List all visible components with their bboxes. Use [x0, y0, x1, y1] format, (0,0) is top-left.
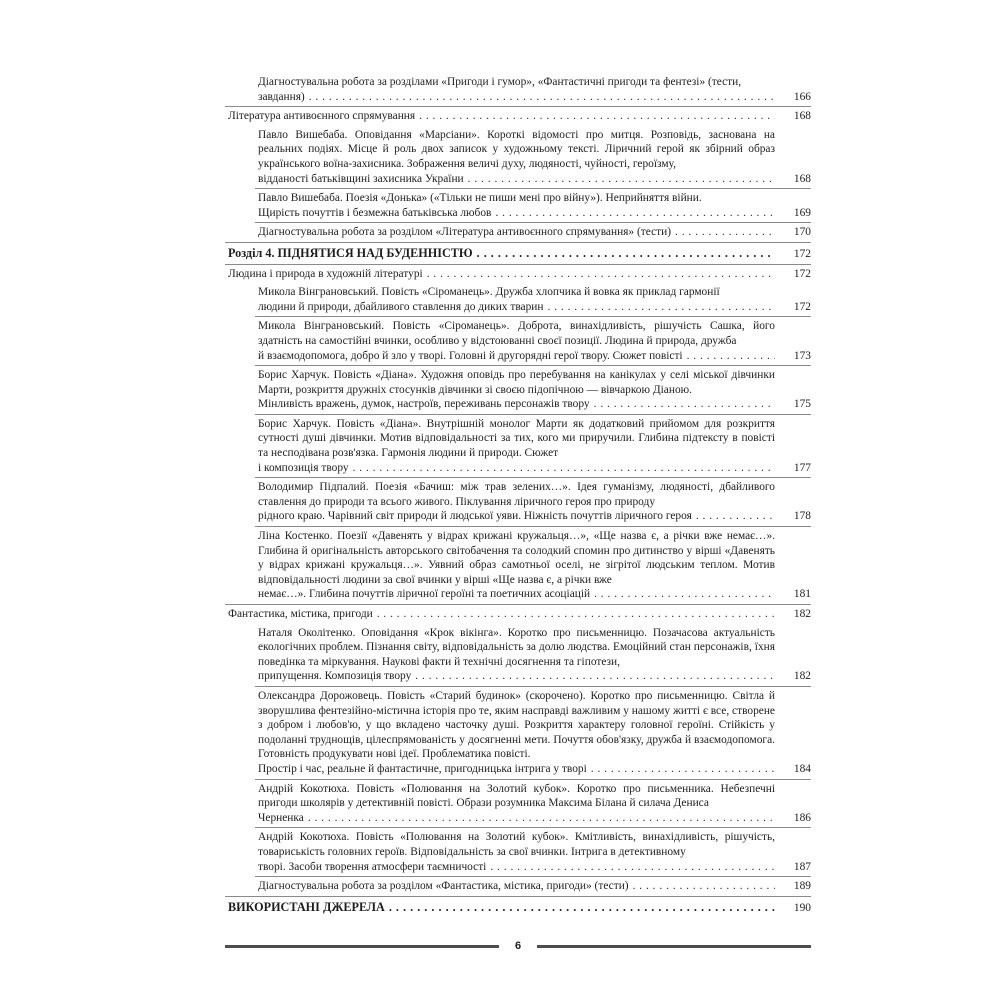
- toc-entry-last-line: Фантастика, містика, пригоди: [228, 608, 373, 620]
- toc-item-entry[interactable]: [225, 283, 811, 316]
- toc-page-number: 172: [793, 300, 811, 313]
- toc-entry-title-leader: [228, 607, 775, 622]
- toc-page-number: 182: [793, 670, 811, 683]
- toc-page-number: 190: [793, 901, 811, 914]
- toc-entry-title-leader: [258, 90, 775, 105]
- page-footer: [225, 938, 811, 954]
- toc-page-number: 178: [793, 510, 811, 523]
- toc-page-number: 182: [793, 608, 811, 620]
- toc-entry-title-leader: [258, 860, 775, 875]
- toc-page-number: 184: [793, 762, 811, 775]
- toc-item-entry[interactable]: [255, 316, 811, 365]
- toc-entry-title-leader: [228, 109, 775, 124]
- toc-item-entry[interactable]: [255, 477, 811, 526]
- toc-page-number: 187: [793, 860, 811, 873]
- toc-entry-text: Андрій Кокотюха. Повість «Полювання на Золотий кубок». Коротко про письменника. Небезпечні пригоди школярів у детективній повісті. Образи розумника Максима Білана й силача Дениса: [258, 782, 775, 810]
- toc-page-number: 181: [793, 588, 811, 601]
- toc-entry-text: Олександра Дорожовець. Повість «Старий будинок» (скорочено). Коротко про письменницю. Світла й зворушлива фентезійно-містична історія про те, яким насправді важливим у нашому житті є все, створене з добром і любов'ю, у що вкладено часточку душі. Розкриття характеру головної героїні. Стійкість у подоланні труднощів, цілеспрямованість у досягненні мети. Почуття обов'язку, дружба й взаємодопомога. Готовність продукувати нові ідеї. Проблематика повісті.: [258, 689, 775, 761]
- toc-entry-last-line: ВИКОРИСТАНІ ДЖЕРЕЛА: [228, 899, 385, 914]
- toc-page-number: 189: [793, 880, 811, 893]
- toc-entry-last-line: Щирість почуттів і безмежна батьківська любов: [258, 206, 492, 219]
- toc-item-entry[interactable]: [255, 779, 811, 828]
- toc-entry-title-leader: [228, 900, 775, 915]
- toc-entry-title-leader: [258, 206, 775, 221]
- toc-entry-title-leader: [258, 509, 775, 524]
- toc-entry-text: Павло Вишебаба. Поезія «Донька» («Тільки не пиши мені про війну»). Неприйняття війни.: [258, 192, 702, 205]
- toc-entry-title-leader: [258, 461, 775, 476]
- toc-item-entry[interactable]: [255, 526, 811, 604]
- toc-entry-title-leader: [258, 669, 775, 684]
- toc-item-entry[interactable]: [225, 73, 811, 106]
- toc-item-entry[interactable]: [225, 624, 811, 686]
- toc-item-entry[interactable]: [255, 686, 811, 779]
- toc-page-number: 172: [793, 267, 811, 280]
- toc-page-number: 177: [793, 461, 811, 474]
- toc-item-entry[interactable]: [255, 827, 811, 876]
- toc-entry-last-line: завдання): [258, 90, 305, 103]
- toc-item-entry[interactable]: [255, 222, 811, 242]
- toc-entry-text: Андрій Кокотюха. Повість «Полювання на Золотий кубок». Кмітливість, винахідливість, рішучість, товариськість головних героїв. Відповідальність за свої вчинки. Інтрига в детективному: [258, 831, 775, 858]
- footer-rule-right: [537, 945, 811, 948]
- toc-entry-text: Микола Вінграновський. Повість «Сіроманець». Дружба хлопчика й вовка як приклад гармонії: [258, 286, 720, 299]
- toc-entry-last-line: творі. Засоби творення атмосфери таємничості: [258, 860, 487, 873]
- toc-entry-text: Діагностувальна робота за розділами «Пригоди і гумор», «Фантастичні пригоди та фентезі» (тести,: [258, 76, 742, 88]
- toc-entry-title-leader: [258, 811, 775, 826]
- toc-item-entry[interactable]: [255, 365, 811, 414]
- toc-entry-last-line: Мінливість вражень, думок, настроїв, переживань персонажів твору: [258, 398, 590, 411]
- toc-entry-last-line: й взаємодопомога, добро й зло у творі. Головні й другорядні герої твору. Сюжет повісті: [258, 349, 683, 362]
- toc-entry-text: Павло Вишебаба. Оповідання «Марсіани». Короткі відомості про митця. Розповідь, заснована на реальних подіях. Місце й роль двох записок у художньому тексті. Ліричний герой як збірний образ українського воїна-захисника. Зображення величі духу, людяності, чуйності, героїзму,: [258, 128, 775, 170]
- toc-page-number: 173: [793, 349, 811, 362]
- toc-entry-last-line: Діагностувальна робота за розділом «Література антивоєнного спрямування» (тести): [258, 226, 671, 239]
- toc-entry-text: Володимир Підпалий. Поезія «Бачиш: між трав зелених…». Ідея гуманізму, людяності, дбайливого ставлення до природи та всього живого. Піклування ліричного героя про природу: [258, 481, 775, 508]
- toc-item-entry[interactable]: [255, 188, 811, 222]
- toc-entry-last-line: людини й природи, дбайливого ставлення до диких тварин: [258, 300, 544, 313]
- toc-entry-title-leader: [258, 762, 775, 777]
- toc-entry-last-line: Людина і природа в художній літературі: [228, 267, 423, 280]
- toc-page-number: 169: [793, 206, 811, 219]
- toc-entry-last-line: рідного краю. Чарівний світ природи й людської уяви. Ніжність почуттів ліричного героя: [258, 510, 692, 523]
- toc-entry-text: Борис Харчук. Повість «Діана». Художня оповідь про перебування на канікулах у селі міської дівчинки Марти, розкриття дружніх стосунків дівчинки зі своєю підопічною — вівчаркою Діаною.: [258, 369, 775, 396]
- toc-entry-text: Микола Вінграновський. Повість «Сіроманець». Доброта, винахідливість, рішучість Сашка, його здатність на самостійні вчинки, особливо у відстоюванні своєї позиції. Людина й природа, дружба: [258, 320, 775, 347]
- toc-item-entry[interactable]: [225, 126, 811, 188]
- toc-section-entry[interactable]: [225, 604, 811, 624]
- toc-entry-title-leader: [258, 879, 775, 894]
- toc-chapter-entry[interactable]: [225, 896, 811, 918]
- toc-page-number: 186: [793, 811, 811, 824]
- toc-entry-text: Наталя Околітенко. Оповідання «Крок вікінга». Коротко про письменницю. Позачасова актуальність екологічних проблем. Пізнання світу, відповідальність за долю людства. Емоційний стан персонажів, їхня поведінка та міркування. Наукові факти й технічні досягнення та гіпотези,: [258, 626, 775, 668]
- toc-item-entry[interactable]: [255, 876, 811, 896]
- toc-entry-title-leader: [228, 246, 775, 261]
- toc-entry-title-leader: [258, 349, 775, 364]
- toc-entry-title-leader: [258, 225, 775, 240]
- toc-entry-text: Ліна Костенко. Поезії «Давенять у відрах крижані кружальця…», «Ще назва є, а річки вже немає…». Глибина й оригінальність авторського світобачення та солодкий спомин про дитинство у вірші «Давенять у відрах крижані кружальця…». Уявний образ самотньої оселі, не зігрітої людським теплом. Мотив відповідальності людини за свої вчинки у вірші «Ще назва є, а річки вже: [258, 530, 775, 586]
- toc-page-number: 168: [793, 172, 811, 185]
- toc-entry-text: Борис Харчук. Повість «Діана». Внутрішній монолог Марти як додатковий прийомом для розкриття сутності душі дівчинки. Мотив відповідальності за тих, кого ми приручили. Глибина підтексту в повісті та несподівана розв'язка. Гармонія людини й природи. Сюжет: [258, 417, 775, 460]
- toc-page-number: 170: [793, 226, 811, 239]
- toc-entry-title-leader: [258, 587, 775, 602]
- toc-entry-last-line: Література антивоєнного спрямування: [228, 110, 416, 123]
- toc-entry-last-line: немає…». Глибина почуттів ліричної героїні та поетичних асоціацій: [258, 588, 591, 601]
- toc-entry-last-line: Простір і час, реальне й фантастичне, пригодницька інтрига у творі: [258, 762, 587, 775]
- toc-entry-last-line: відданості батьківщині захисника України: [258, 172, 464, 185]
- toc-entry-last-line: припущення. Композиція твору: [258, 670, 412, 683]
- toc-chapter-entry[interactable]: [225, 242, 811, 264]
- toc-entry-title-leader: [258, 397, 775, 412]
- toc-entry-last-line: Розділ 4. ПІДНЯТИСЯ НАД БУДЕННІСТЮ: [228, 245, 473, 260]
- toc-entry-title-leader: [258, 172, 775, 187]
- toc-page-number: 168: [793, 110, 811, 123]
- page-number: 6: [514, 940, 522, 952]
- toc-entry-title-leader: [228, 267, 775, 282]
- toc-page-number: 166: [793, 90, 811, 103]
- toc-entry-title-leader: [258, 300, 775, 315]
- toc-section-entry[interactable]: [225, 106, 811, 126]
- toc-entry-last-line: Діагностувальна робота за розділом «Фантастика, містика, пригоди» (тести): [258, 880, 629, 893]
- toc-page-number: 172: [793, 247, 811, 260]
- toc-entry-last-line: Черненка: [258, 811, 304, 824]
- toc-entry-last-line: і композиція твору: [258, 461, 349, 474]
- toc-page-number: 175: [793, 398, 811, 411]
- table-of-contents: [225, 73, 811, 917]
- toc-item-entry[interactable]: [255, 414, 811, 477]
- toc-section-entry[interactable]: [225, 264, 811, 284]
